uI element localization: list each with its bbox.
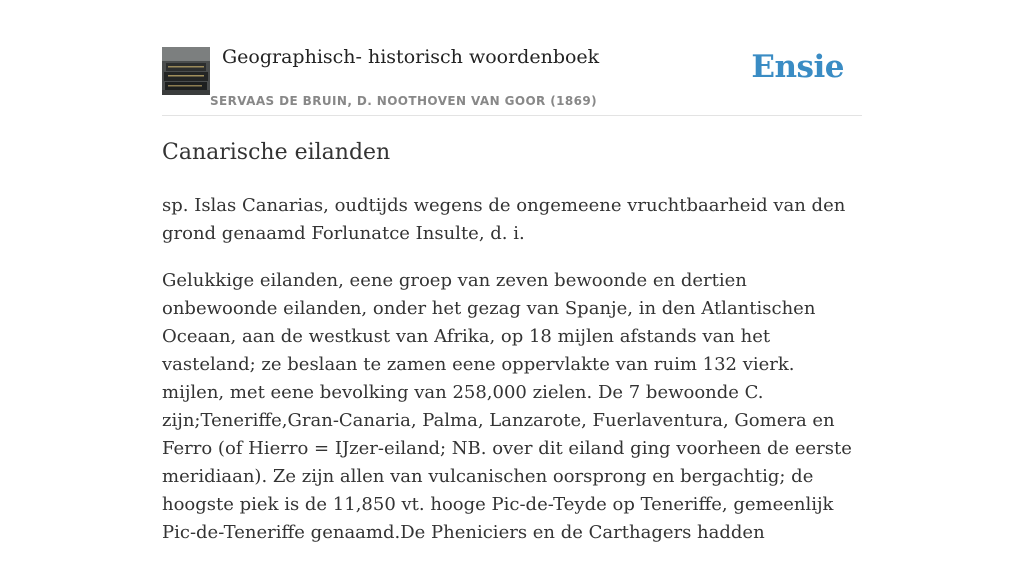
book-title[interactable]: Geographisch- historisch woordenboek [222,46,600,68]
entry-content [162,192,862,566]
paragraph: sp. Islas Canarias, oudtijds wegens de ongemeene vruchtbaarheid van den grond genaamd Forlunatce Insulte, d. i. [162,195,846,244]
entry-title: Canarische eilanden [162,140,391,165]
ensie-logo[interactable]: Ensie [751,49,844,85]
entry-header [162,46,862,116]
book-stack-icon [162,47,210,95]
book-author: SERVAAS DE BRUIN, D. NOOTHOVEN VAN GOOR (1869) [210,94,598,108]
book-cover-avatar[interactable] [162,47,210,95]
paragraph: Gelukkige eilanden, eene groep van zeven bewoonde en dertien onbewoonde eilanden, onder het gezag van Spanje, in den Atlantischen Oceaan, aan de westkust van Afrika, op 18 mijlen afstands van het vasteland; ze beslaan te zamen eene oppervlakte van ruim 132 vierk. mijlen, met eene bevolking van 258,000 zielen. De 7 bewoonde C. zijn;Teneriffe,Gran-Canaria, Palma, Lanzarote, Fuerlaventura, Gomera en Ferro (of Hierro = IJzer-eiland; NB. over dit eiland ging voorheen de eerste meridiaan). Ze zijn allen van vulcanischen oorsprong en bergachtig; de hoogste piek is de 11,850 vt. hooge Pic-de-Teyde op Teneriffe, gemeenlijk Pic-de-Teneriffe genaamd.De Pheniciers en de Carthagers hadden [162,270,852,543]
